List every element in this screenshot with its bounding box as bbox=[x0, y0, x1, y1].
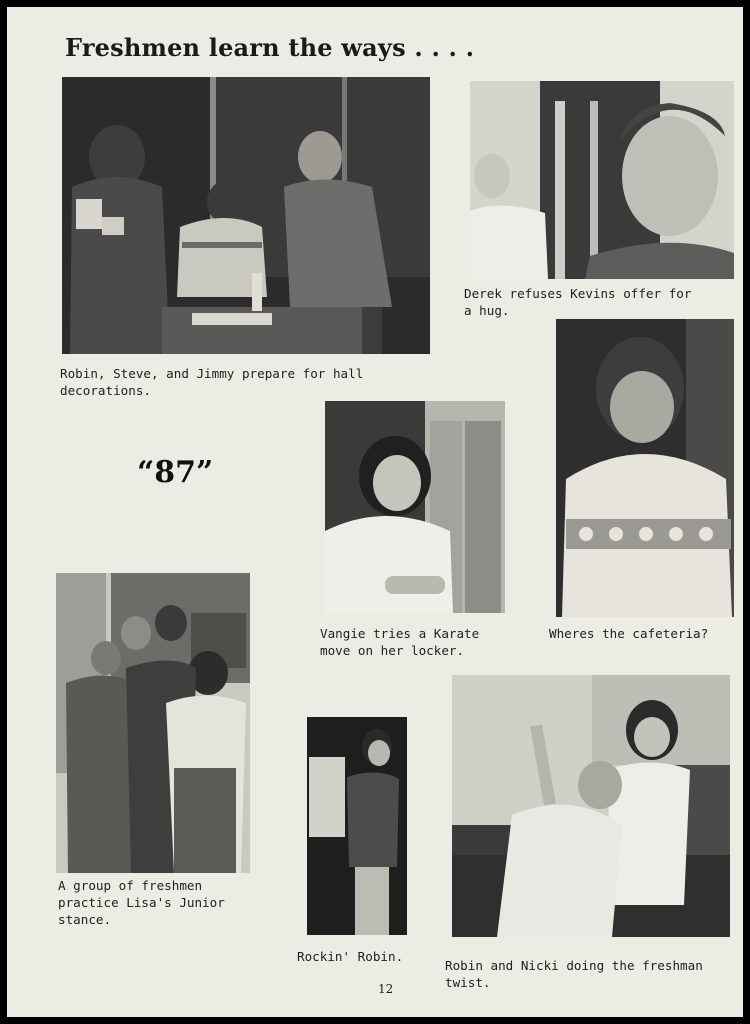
photo-derek-kevin bbox=[470, 81, 734, 279]
class-year-label: “87” bbox=[137, 455, 214, 490]
caption-hall-decorations: Robin, Steve, and Jimmy prepare for hall decorations. bbox=[60, 366, 364, 398]
photo-rockin-robin bbox=[307, 717, 407, 935]
photo-icon bbox=[56, 573, 250, 873]
page-number: 12 bbox=[378, 982, 394, 996]
caption-derek-kevin: Derek refuses Kevins offer for a hug. bbox=[464, 286, 692, 318]
photo-icon bbox=[325, 401, 505, 613]
caption-vangie-locker: Vangie tries a Karate move on her locker. bbox=[320, 626, 480, 658]
photo-icon bbox=[307, 717, 407, 935]
photo-icon bbox=[452, 675, 730, 937]
caption-freshman-twist: Robin and Nicki doing the freshman twist. bbox=[445, 958, 703, 990]
caption-cafeteria: Wheres the cafeteria? bbox=[549, 626, 709, 641]
caption-group-stance: A group of freshmen practice Lisa's Junior stance. bbox=[58, 878, 225, 927]
photo-icon bbox=[470, 81, 734, 279]
photo-group-stance bbox=[56, 573, 250, 873]
photo-hall-decorations bbox=[62, 77, 430, 354]
caption-rockin-robin: Rockin' Robin. bbox=[297, 949, 404, 964]
photo-icon bbox=[556, 319, 734, 617]
photo-freshman-twist bbox=[452, 675, 730, 937]
yearbook-page bbox=[7, 7, 743, 1017]
photo-cafeteria bbox=[556, 319, 734, 617]
photo-icon bbox=[62, 77, 430, 354]
page-title: Freshmen learn the ways . . . . bbox=[65, 33, 475, 62]
photo-vangie-locker bbox=[325, 401, 505, 613]
